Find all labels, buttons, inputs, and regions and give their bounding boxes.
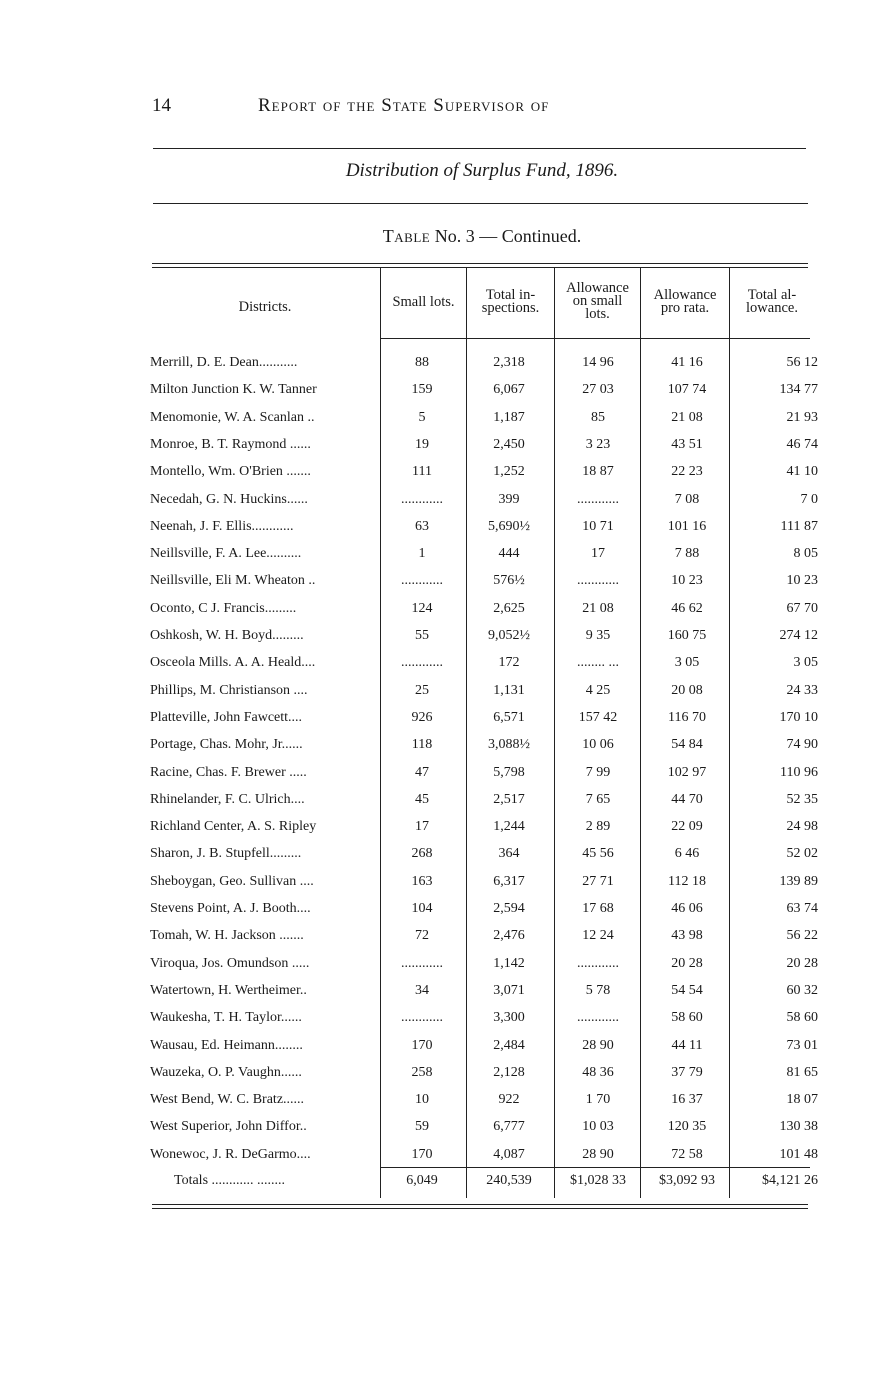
allowance-pro-rata-cell: 44 11	[671, 1037, 703, 1053]
allowance-small-cell: 85	[591, 409, 605, 425]
table-row	[150, 1065, 820, 1091]
total-allowance-cell: 24 33	[786, 682, 818, 698]
total-allowance-cell: 52 35	[786, 791, 818, 807]
inspections-cell: 6,067	[493, 382, 525, 398]
table-subtitle: Distribution of Surplus Fund, 1896.	[345, 160, 619, 181]
total-allowance-cell: 74 90	[786, 737, 818, 753]
allowance-small-cell: 14 96	[582, 355, 614, 370]
table-row	[150, 1038, 820, 1064]
district-cell: Tomah, W. H. Jackson .......	[150, 928, 304, 944]
inspections-cell: 4,087	[493, 1146, 525, 1162]
allowance-pro-rata-cell: 46 62	[671, 600, 703, 616]
inspections-cell: 2,476	[493, 928, 525, 944]
district-cell: Osceola Mills. A. A. Heald....	[150, 655, 316, 671]
small-lots-cell: ............	[401, 573, 443, 589]
total-allowance-cell: 170 10	[779, 709, 818, 725]
table-bottom-rule	[152, 1204, 808, 1209]
inspections-cell: 2,128	[493, 1064, 525, 1080]
inspections-cell: 9,052½	[488, 628, 530, 643]
table-row	[150, 601, 820, 627]
total-allowance-cell: 8 05	[793, 546, 818, 562]
allowance-small-cell: 18 87	[582, 464, 614, 480]
allowance-small-cell: 2 89	[585, 819, 611, 835]
totals-label: Totals ............ ........	[174, 1173, 286, 1188]
allowance-small-cell: 1 70	[585, 1092, 611, 1108]
table-row	[150, 546, 820, 572]
header-total-allowance	[730, 289, 814, 315]
total-allowance-cell: 52 02	[786, 846, 818, 862]
inspections-cell: 6,317	[493, 873, 525, 889]
table-title-prefix: Table	[382, 226, 431, 246]
totals-inspections: 240,539	[486, 1173, 532, 1188]
total-allowance-cell: 24 98	[786, 819, 818, 835]
allowance-pro-rata-cell: 58 60	[671, 1010, 703, 1026]
small-lots-cell: 25	[415, 682, 429, 698]
total-allowance-cell: 134 77	[779, 382, 818, 398]
total-allowance-cell: 7 0	[800, 491, 818, 507]
allowance-small-cell: 9 35	[585, 628, 611, 643]
total-allowance-cell: 21 93	[786, 409, 818, 425]
table-row	[150, 765, 820, 791]
small-lots-cell: 170	[411, 1146, 433, 1162]
total-allowance-cell: 56 22	[786, 928, 818, 944]
district-cell: Montello, Wm. O'Brien .......	[150, 464, 311, 480]
allowance-pro-rata-cell: 7 88	[674, 546, 700, 562]
totals-row	[150, 1173, 820, 1199]
header-districts: Districts.	[238, 299, 292, 315]
district-cell: Neillsville, F. A. Lee..........	[150, 546, 302, 562]
table-row	[150, 628, 820, 654]
inspections-cell: 2,450	[493, 436, 525, 452]
allowance-small-cell: 7 65	[585, 791, 611, 807]
district-cell: Menomonie, W. A. Scanlan ..	[150, 409, 315, 425]
small-lots-cell: ............	[401, 655, 443, 671]
table-title	[152, 226, 812, 247]
total-allowance-cell: 73 01	[786, 1037, 818, 1053]
allowance-small-cell: 7 99	[585, 764, 611, 780]
inspections-cell: 1,244	[493, 819, 525, 835]
table-row	[150, 492, 820, 518]
header-line: pro rata.	[660, 300, 710, 316]
total-allowance-cell: 101 48	[779, 1146, 818, 1162]
inspections-cell: 1,131	[493, 682, 525, 698]
header-allowance-small-lots	[555, 282, 640, 321]
header-line: lots.	[585, 306, 610, 322]
small-lots-cell: 170	[411, 1037, 433, 1053]
table-row	[150, 519, 820, 545]
small-lots-cell: 72	[415, 928, 429, 944]
allowance-pro-rata-cell: 6 46	[674, 846, 700, 862]
inspections-cell: 2,484	[493, 1037, 525, 1053]
small-lots-cell: 111	[412, 464, 432, 480]
allowance-small-cell: 28 90	[582, 1146, 614, 1162]
allowance-small-cell: 17	[591, 546, 605, 562]
header-total-inspections	[467, 289, 554, 315]
small-lots-cell: ............	[401, 955, 443, 971]
table-row	[150, 655, 820, 681]
allowance-small-cell: 27 71	[582, 873, 614, 889]
allowance-pro-rata-cell: 120 35	[667, 1119, 707, 1135]
small-lots-cell: 118	[411, 737, 433, 753]
allowance-pro-rata-cell: 54 84	[671, 737, 703, 753]
header-line: spections.	[481, 300, 540, 316]
inspections-cell: 2,625	[493, 600, 525, 616]
allowance-small-cell: ........ ...	[577, 655, 619, 671]
inspections-cell: 3,088½	[488, 737, 530, 753]
allowance-pro-rata-cell: 20 28	[671, 955, 703, 971]
header-bottom-rule	[380, 338, 810, 339]
district-cell: Platteville, John Fawcett....	[150, 709, 303, 725]
header-small-lots: Small lots.	[392, 294, 455, 310]
table-row	[150, 983, 820, 1009]
inspections-cell: 399	[498, 491, 520, 507]
allowance-pro-rata-cell: 20 08	[671, 682, 703, 698]
district-cell: Waukesha, T. H. Taylor......	[150, 1010, 302, 1026]
allowance-small-cell: 10 71	[582, 518, 614, 534]
allowance-small-cell: 45 56	[582, 846, 614, 862]
district-cell: Wausau, Ed. Heimann........	[150, 1037, 303, 1053]
small-lots-cell: 59	[415, 1119, 429, 1135]
small-lots-cell: 268	[411, 846, 433, 862]
district-cell: West Superior, John Diffor..	[150, 1119, 307, 1135]
small-lots-cell: 10	[415, 1092, 429, 1108]
small-lots-cell: ............	[401, 491, 443, 507]
table-row	[150, 1010, 820, 1036]
district-cell: Necedah, G. N. Huckins......	[150, 491, 308, 507]
table-row	[150, 737, 820, 763]
allowance-small-cell: 48 36	[582, 1064, 614, 1080]
table-row	[150, 573, 820, 599]
header-line: lowance.	[746, 300, 798, 316]
district-cell: Sharon, J. B. Stupfell.........	[150, 846, 302, 862]
allowance-small-cell: 21 08	[582, 600, 614, 616]
table-row	[150, 874, 820, 900]
inspections-cell: 172	[498, 655, 520, 671]
allowance-pro-rata-cell: 116 70	[668, 709, 706, 725]
table-row	[150, 382, 820, 408]
district-cell: Wauzeka, O. P. Vaughn......	[150, 1064, 302, 1080]
table-row	[150, 819, 820, 845]
total-allowance-cell: 46 74	[786, 436, 818, 452]
allowance-pro-rata-cell: 3 05	[674, 655, 700, 671]
header-line: Allowance	[653, 287, 717, 303]
inspections-cell: 5,798	[493, 764, 525, 780]
allowance-pro-rata-cell: 72 58	[671, 1146, 703, 1162]
allowance-small-cell: ............	[577, 955, 619, 971]
small-lots-cell: 34	[415, 982, 429, 998]
inspections-cell: 1,252	[493, 464, 525, 480]
table-row	[150, 1119, 820, 1145]
district-cell: Racine, Chas. F. Brewer .....	[150, 764, 307, 780]
small-lots-cell: 55	[415, 628, 429, 643]
district-cell: Merrill, D. E. Dean...........	[150, 355, 298, 370]
district-cell: Watertown, H. Wertheimer..	[150, 982, 307, 998]
small-lots-cell: 88	[415, 355, 429, 370]
small-lots-cell: 47	[415, 764, 429, 780]
table-row	[150, 928, 820, 954]
table-top-rule	[152, 263, 808, 268]
allowance-small-cell: ............	[577, 491, 619, 507]
small-lots-cell: 45	[415, 791, 429, 807]
total-allowance-cell: 58 60	[786, 1010, 818, 1026]
district-cell: Portage, Chas. Mohr, Jr......	[150, 737, 303, 753]
allowance-pro-rata-cell: 160 75	[667, 628, 707, 643]
allowance-pro-rata-cell: 101 16	[667, 518, 707, 534]
inspections-cell: 1,142	[493, 955, 525, 971]
inspections-cell: 444	[498, 546, 520, 562]
small-lots-cell: 124	[411, 600, 433, 616]
inspections-cell: 2,517	[493, 791, 525, 807]
table-row	[150, 410, 820, 436]
district-cell: West Bend, W. C. Bratz......	[150, 1092, 305, 1108]
totals-allowance-small: $1,028 33	[570, 1173, 626, 1188]
header-line: Total al-	[747, 287, 797, 303]
allowance-small-cell: ............	[577, 573, 619, 589]
inspections-cell: 3,300	[493, 1010, 525, 1026]
total-allowance-cell: 10 23	[786, 573, 818, 589]
total-allowance-cell: 274 12	[779, 628, 818, 643]
allowance-small-cell: 10 06	[582, 737, 614, 753]
allowance-pro-rata-cell: 16 37	[671, 1092, 703, 1108]
totals-rule	[380, 1167, 810, 1168]
small-lots-cell: 104	[411, 901, 433, 916]
allowance-small-cell: 27 03	[582, 382, 614, 398]
table-row	[150, 683, 820, 709]
totals-small-lots: 6,049	[406, 1173, 438, 1188]
small-lots-cell: 19	[415, 436, 429, 452]
small-lots-cell: 159	[411, 382, 433, 398]
head-rule	[153, 148, 806, 149]
small-lots-cell: 258	[411, 1064, 433, 1080]
allowance-pro-rata-cell: 44 70	[671, 791, 703, 807]
total-allowance-cell: 130 38	[779, 1119, 818, 1135]
page-number: 14	[152, 95, 171, 116]
inspections-cell: 2,594	[493, 901, 525, 916]
allowance-pro-rata-cell: 22 23	[671, 464, 703, 480]
allowance-small-cell: 3 23	[585, 436, 611, 452]
allowance-pro-rata-cell: 22 09	[671, 819, 703, 835]
district-cell: Monroe, B. T. Raymond ......	[150, 436, 311, 452]
inspections-cell: 364	[498, 846, 520, 862]
allowance-pro-rata-cell: 112 18	[668, 873, 706, 889]
totals-allowance-pro-rata: $3,092 93	[659, 1173, 715, 1188]
table-row	[150, 1092, 820, 1118]
table-row	[150, 710, 820, 736]
district-cell: Milton Junction K. W. Tanner	[150, 382, 317, 398]
running-head	[152, 95, 812, 123]
table-row	[150, 901, 820, 927]
table-row	[150, 1147, 820, 1173]
allowance-pro-rata-cell: 41 16	[671, 355, 703, 370]
allowance-pro-rata-cell: 54 54	[671, 982, 703, 998]
small-lots-cell: 926	[411, 709, 433, 725]
total-allowance-cell: 63 74	[786, 901, 818, 916]
district-cell: Viroqua, Jos. Omundson .....	[150, 955, 310, 971]
allowance-pro-rata-cell: 7 08	[674, 491, 700, 507]
allowance-pro-rata-cell: 21 08	[671, 409, 703, 425]
allowance-small-cell: 10 03	[582, 1119, 614, 1135]
district-cell: Rhinelander, F. C. Ulrich....	[150, 791, 305, 807]
district-cell: Oconto, C J. Francis.........	[150, 600, 297, 616]
total-allowance-cell: 110 96	[780, 764, 818, 780]
allowance-small-cell: 4 25	[585, 682, 611, 698]
district-cell: Richland Center, A. S. Ripley	[150, 819, 317, 835]
inspections-cell: 3,071	[493, 982, 525, 998]
district-cell: Neillsville, Eli M. Wheaton ..	[150, 573, 316, 589]
small-lots-cell: ............	[401, 1010, 443, 1026]
inspections-cell: 922	[498, 1092, 520, 1108]
subtitle-rule	[153, 203, 808, 204]
total-allowance-cell: 111 87	[780, 518, 818, 534]
total-allowance-cell: 20 28	[786, 955, 818, 971]
totals-total-allowance: $4,121 26	[762, 1173, 818, 1188]
district-cell: Sheboygan, Geo. Sullivan ....	[150, 873, 314, 889]
allowance-small-cell: 5 78	[585, 982, 611, 998]
inspections-cell: 1,187	[493, 409, 525, 425]
allowance-pro-rata-cell: 37 79	[671, 1064, 703, 1080]
small-lots-cell: 5	[418, 409, 426, 425]
allowance-pro-rata-cell: 43 98	[671, 928, 703, 944]
inspections-cell: 2,318	[493, 355, 525, 370]
table-row	[150, 846, 820, 872]
small-lots-cell: 63	[415, 518, 429, 534]
table-row	[150, 437, 820, 463]
district-cell: Phillips, M. Christianson ....	[150, 682, 308, 698]
table-row	[150, 355, 820, 381]
inspections-cell: 576½	[493, 573, 525, 589]
running-head-title: Report of the State Supervisor of	[258, 95, 550, 116]
allowance-pro-rata-cell: 107 74	[667, 382, 707, 398]
total-allowance-cell: 56 12	[786, 355, 818, 370]
allowance-small-cell: ............	[577, 1010, 619, 1026]
district-cell: Oshkosh, W. H. Boyd.........	[150, 628, 304, 643]
table-row	[150, 956, 820, 982]
allowance-small-cell: 17 68	[582, 901, 614, 916]
total-allowance-cell: 18 07	[786, 1092, 818, 1108]
allowance-small-cell: 12 24	[582, 928, 614, 944]
district-cell: Stevens Point, A. J. Booth....	[150, 901, 311, 916]
allowance-pro-rata-cell: 46 06	[671, 901, 703, 916]
small-lots-cell: 163	[411, 873, 433, 889]
allowance-small-cell: 28 90	[582, 1037, 614, 1053]
table-title-rest: No. 3 — Continued.	[434, 226, 582, 246]
header-line: Total in-	[485, 287, 536, 303]
small-lots-cell: 17	[415, 819, 429, 835]
allowance-pro-rata-cell: 10 23	[671, 573, 703, 589]
table-row	[150, 792, 820, 818]
total-allowance-cell: 67 70	[786, 600, 818, 616]
total-allowance-cell: 139 89	[779, 873, 818, 889]
allowance-small-cell: 157 42	[578, 709, 618, 725]
district-cell: Wonewoc, J. R. DeGarmo....	[150, 1146, 311, 1162]
table-row	[150, 464, 820, 490]
inspections-cell: 6,571	[493, 709, 525, 725]
district-cell: Neenah, J. F. Ellis............	[150, 518, 294, 534]
total-allowance-cell: 3 05	[793, 655, 818, 671]
header-line: on small	[572, 293, 623, 309]
total-allowance-cell: 41 10	[786, 464, 818, 480]
inspections-cell: 5,690½	[488, 518, 530, 534]
header-line: Allowance	[566, 280, 629, 296]
small-lots-cell: 1	[418, 546, 426, 562]
inspections-cell: 6,777	[493, 1119, 525, 1135]
allowance-pro-rata-cell: 102 97	[667, 764, 707, 780]
total-allowance-cell: 81 65	[786, 1064, 818, 1080]
allowance-pro-rata-cell: 43 51	[671, 436, 703, 452]
total-allowance-cell: 60 32	[786, 982, 818, 998]
header-allowance-pro-rata	[641, 289, 729, 315]
